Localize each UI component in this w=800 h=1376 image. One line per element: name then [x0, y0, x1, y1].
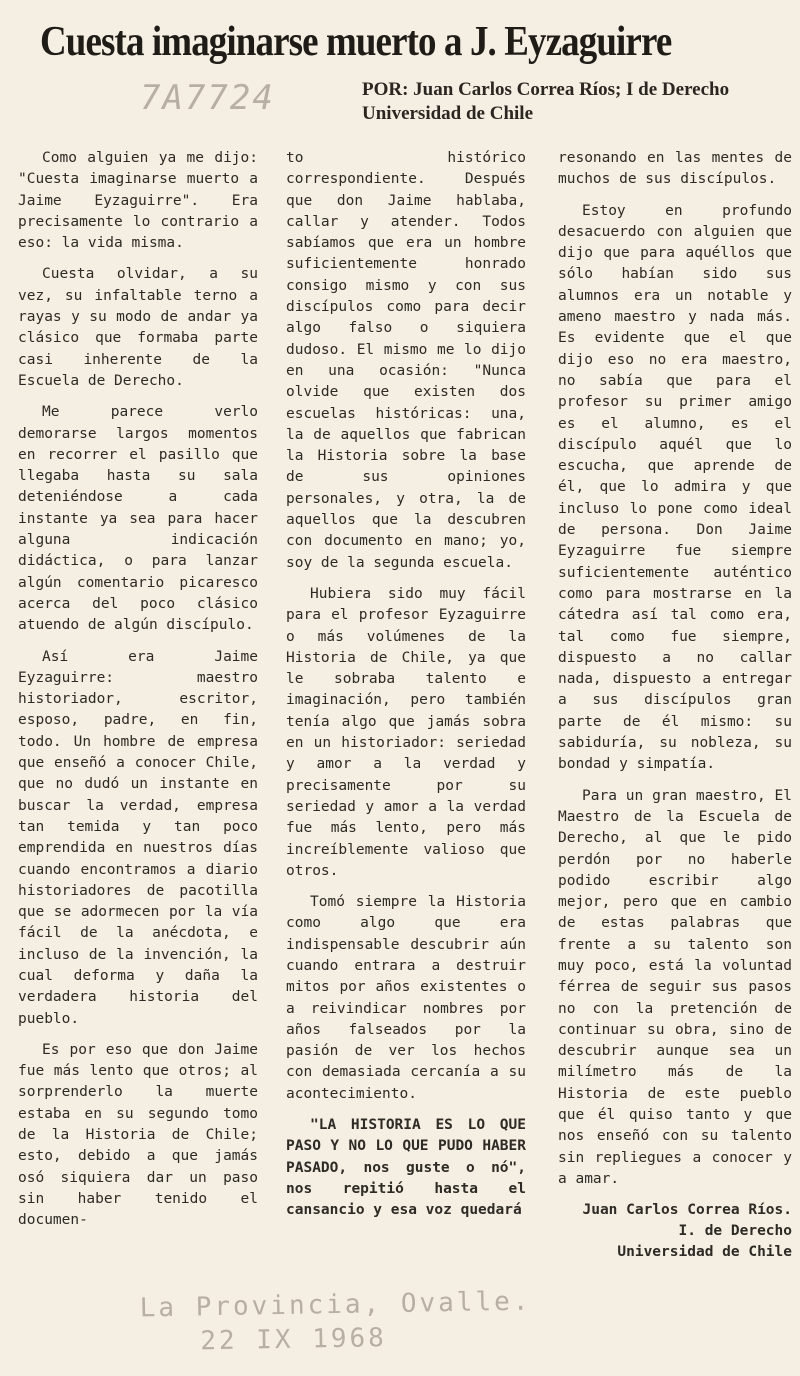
signature-course: I. de Derecho	[678, 1223, 792, 1240]
paragraph: Hubiera sido muy fácil para el profesor Eyzaguirre o más volúmenes de la Historia de Chile, ya que le sobraba talento e imaginación, pero también tenía algo que jamás sobra en un historiador: seriedad y amor a la verdad y precisamente por su seriedad y amor a la verdad fue más lento, pero más increíblemente valioso que otros.	[286, 585, 526, 879]
article-column-2	[286, 148, 526, 1232]
paragraph: to histórico correspondiente. Después que don Jaime hablaba, callar y atender. Todos sabíamos que era un hombre suficientemente honrado consigo mismo y con sus discípulos como para decir algo falso o siquiera dudoso. El mismo me lo dijo en una ocasión: "Nunca olvide que existen dos escuelas históricas: una, la de aquellos que fabrican la Historia sobre la base de sus opiniones personales, y otra, la de aquellos que la descubren con documento en mano; yo, soy de la segunda escuela.	[286, 150, 526, 571]
signature-name: Juan Carlos Correa Ríos.	[582, 1202, 792, 1219]
author-signature	[558, 1200, 792, 1263]
paragraph: Para un gran maestro, El Maestro de la Escuela de Derecho, al que le pido perdón por no haberle podido escribir algo mejor, pero que en cambio de estas palabras que frente a su talento son muy poco, está la voluntad férrea de seguir sus pasos no con la pretención de continuar su obra, sino de descubrir aunque sea un milímetro más de la Historia de este pueblo que él quiso tanto y que nos enseñó con su talento sin repliegues a conocer y a amar.	[558, 787, 792, 1187]
handwritten-source: La Provincia, Ovalle.	[139, 1286, 532, 1324]
paragraph: Como alguien ya me dijo: "Cuesta imaginarse muerto a Jaime Eyzaguirre". Era precisamente lo contrario a eso: la vida misma.	[18, 150, 258, 252]
paragraph: Tomó siempre la Historia como algo que era indispensable descubrir aún cuando entrara a destruir mitos por años existentes o a reivindicar nombres por años falseados por la pasión de ver los hechos con demasiada cercanía a su acontecimiento.	[286, 894, 526, 1102]
paragraph: Así era Jaime Eyzaguirre: maestro historiador, escritor, esposo, padre, en fin, todo. Un hombre de empresa que enseñó a conocer Chile, que no dudó un instante en buscar la verdad, empresa tan temida y tan poco emprendida en nuestros días cuando encontramos a diario historiadores de pacotilla que se adormecen por la vía fácil de la anécdota, e incluso de la invención, la cual deforma y daña la verdadera historia del pueblo.	[18, 648, 258, 1027]
article-column-3	[558, 148, 792, 1263]
article-byline: POR: Juan Carlos Correa Ríos; I de Derecho Universidad de Chile	[362, 79, 730, 124]
paragraph: resonando en las mentes de muchos de sus discípulos.	[558, 150, 792, 188]
paragraph: Me parece verlo demorarse largos momentos en recorrer el pasillo que llegaba hasta su sala deteniéndose a cada instante ya sea para hacer alguna indicación didáctica, o para lanzar algún comentario picaresco acerca del poco clásico atuendo de algún discípulo.	[18, 404, 258, 634]
handwritten-source-note	[139, 1287, 532, 1358]
article-column-1	[18, 148, 258, 1242]
handwritten-archive-number: 7A7724	[140, 78, 275, 118]
paragraph: Cuesta olvidar, a su vez, su infaltable terno a rayas y su modo de andar ya clásico que formaba parte casi inherente de la Escuela de Derecho.	[18, 266, 258, 389]
paragraph: Es por eso que don Jaime fue más lento que otros; al sorprenderlo la muerte estaba en su segundo tomo de la Historia de Chile; esto, debido a que jamás osó siquiera dar un paso sin haber tenido el documen-	[18, 1041, 258, 1229]
quote-paragraph: "LA HISTORIA ES LO QUE PASO Y NO LO QUE PUDO HABER PASADO, nos guste o nó", nos repitió hasta el cansancio y esa voz quedará	[286, 1117, 526, 1219]
article-headline: Cuesta imaginarse muerto a J. Eyzaguirre	[40, 19, 672, 65]
handwritten-date: 22 IX 1968	[200, 1323, 388, 1357]
signature-university: Universidad de Chile	[617, 1244, 792, 1261]
paragraph: Estoy en profundo desacuerdo con alguien que dijo que para aquéllos que sólo habían sido sus alumnos era un notable y ameno maestro y nada más. Es evidente que el que dijo eso no era maestro, no sabía que para el profesor su primer amigo es el alumno, es el discípulo aquél que lo escucha, que aprende de él, que lo admira y que incluso lo pone como ideal de persona. Don Jaime Eyzaguirre fue siempre suficientemente auténtico como para mostrarse en la cátedra así tal como era, tal como fue siempre, dispuesto a no callar nada, dispuesto a entregar a sus discípulos gran parte de él mismo: su sabiduría, su nobleza, su bondad y simpatía.	[558, 202, 792, 773]
